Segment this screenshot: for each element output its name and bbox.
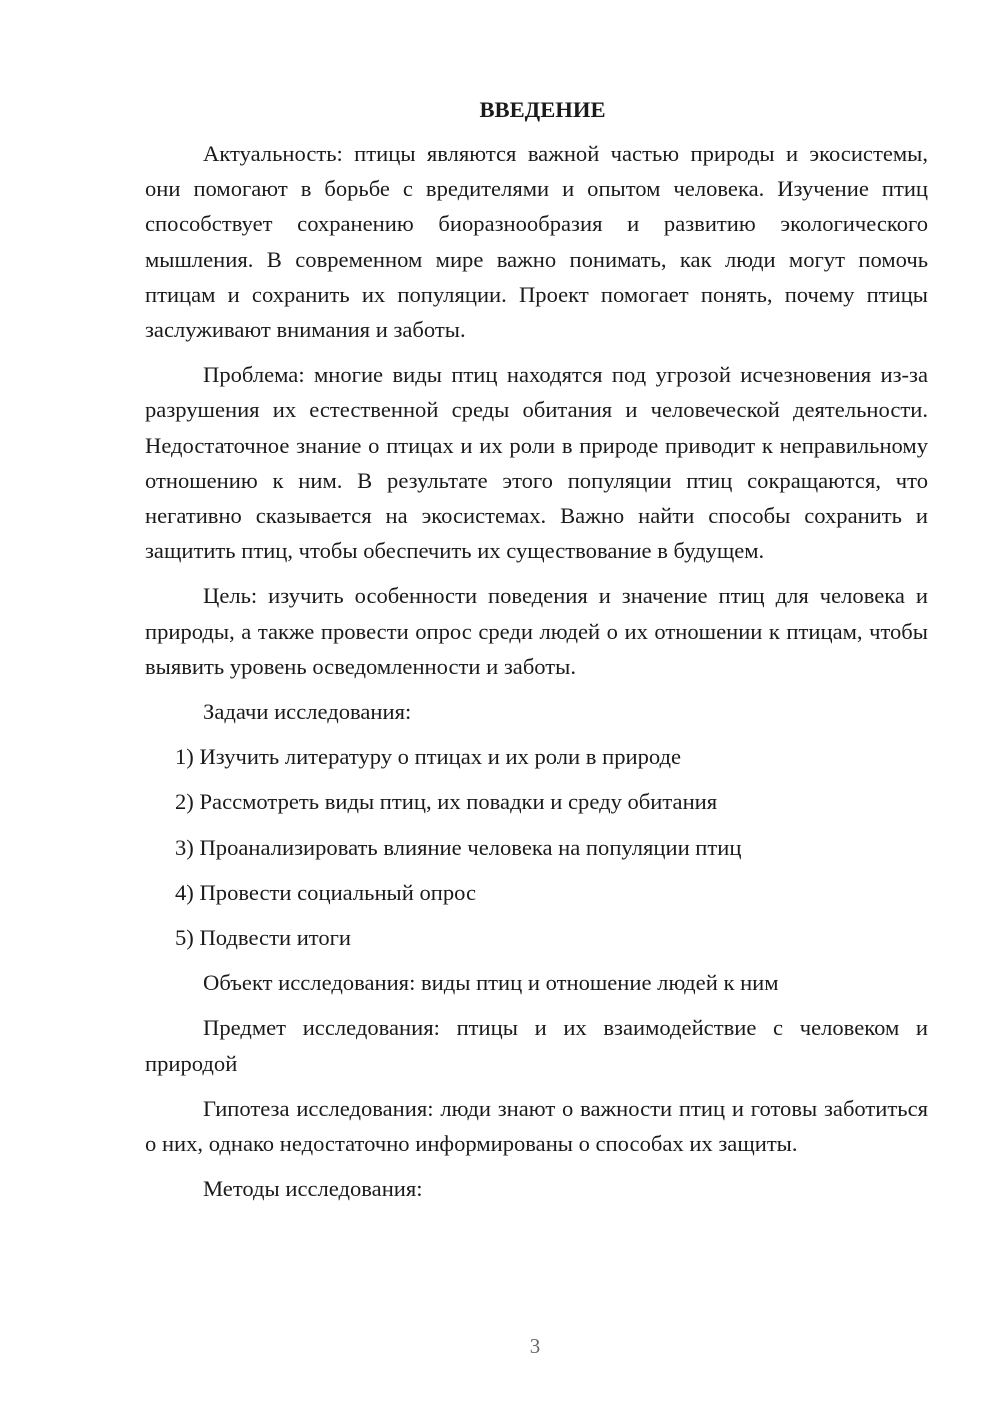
task-item: 1) Изучить литературу о птицах и их роли в природе: [175, 744, 682, 770]
paragraph-object: Объект исследования: виды птиц и отношение людей к ним: [203, 970, 779, 996]
paragraph-subject: Предмет исследования: птицы и их взаимодействие с человеком и природой: [145, 1015, 928, 1076]
tasks-list: [145, 739, 928, 955]
paragraph-problem: Проблема: многие виды птиц находятся под угрозой исчезновения из-за разрушения их естественной среды обитания и человеческой деятельности. Недостаточное знание о птицах и их роли в природе приводит к неправильному отношению к ним. В результате этого популяции птиц сокращаются, что негативно сказывается на экосистемах. Важно найти способы сохранить и защитить птиц, чтобы обеспечить их существование в будущем.: [145, 362, 928, 564]
task-item: 3) Проанализировать влияние человека на популяции птиц: [175, 834, 742, 860]
page-number: 3: [529, 1334, 541, 1358]
paragraph-hypothesis: Гипотеза исследования: люди знают о важности птиц и готовы заботиться о них, однако недостаточно информированы о способах их защиты.: [145, 1095, 928, 1157]
paragraph-methods: Методы исследования:: [203, 1176, 423, 1202]
tasks-heading: Задачи исследования:: [203, 699, 412, 725]
task-item: 4) Провести социальный опрос: [175, 879, 477, 905]
document-page: [145, 92, 928, 1216]
paragraph-goal: Цель: изучить особенности поведения и значение птиц для человека и природы, а также провести опрос среди людей о их отношении к птицам, чтобы выявить уровень осведомленности и заботы.: [145, 583, 928, 679]
task-item: 2) Рассмотреть виды птиц, их повадки и среду обитания: [175, 789, 718, 815]
section-title: ВВЕДЕНИЕ: [479, 97, 606, 122]
task-item: 5) Подвести итоги: [175, 925, 352, 951]
paragraph-relevance: Актуальность: птицы являются важной частью природы и экосистемы, они помогают в борьбе с вредителями и опытом человека. Изучение птиц способствует сохранению биоразнообразия и развитию экологического мышления. В современном мире важно понимать, как люди могут помочь птицам и сохранить их популяции. Проект помогает понять, почему птицы заслуживают внимания и заботы.: [145, 141, 928, 343]
